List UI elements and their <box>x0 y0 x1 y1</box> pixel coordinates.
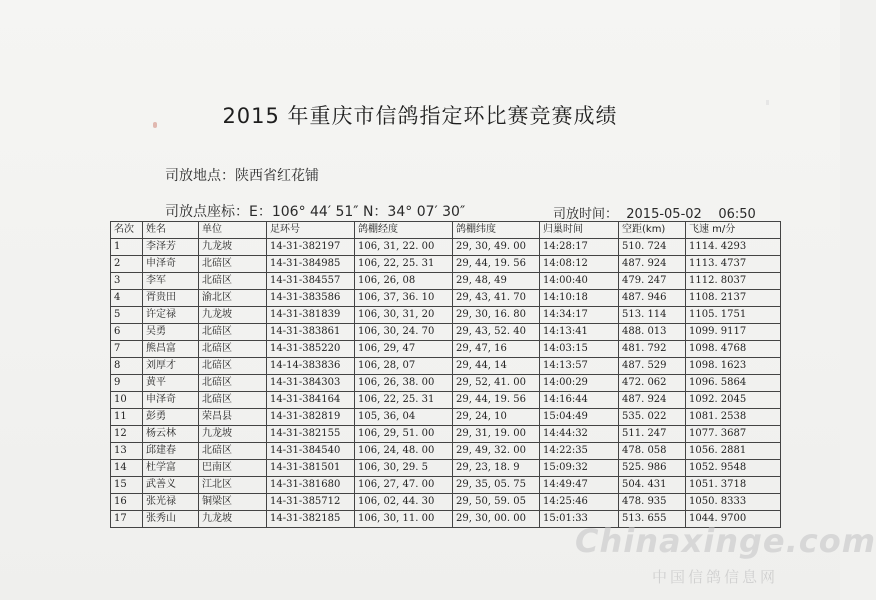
cell-unit: 北碚区 <box>199 375 267 392</box>
cell-speed: 1096. 5864 <box>686 375 781 392</box>
cell-unit: 江北区 <box>199 477 267 494</box>
cell-unit: 铜梁区 <box>199 494 267 511</box>
table-row <box>111 290 781 307</box>
cell-unit: 九龙坡 <box>199 307 267 324</box>
cell-loft-latitude: 29, 49, 32. 00 <box>453 443 540 460</box>
cell-speed: 1099. 9117 <box>686 324 781 341</box>
cell-arrival-time: 14:22:35 <box>540 443 619 460</box>
cell-rank: 2 <box>111 256 143 273</box>
header-speed: 飞速 m/分 <box>686 222 781 239</box>
cell-speed: 1108. 2137 <box>686 290 781 307</box>
cell-rank: 11 <box>111 409 143 426</box>
cell-rank: 1 <box>111 239 143 256</box>
cell-distance: 479. 247 <box>619 273 686 290</box>
cell-name: 胥贵田 <box>143 290 199 307</box>
cell-speed: 1114. 4293 <box>686 239 781 256</box>
cell-distance: 535. 022 <box>619 409 686 426</box>
cell-ring-number: 14-31-382185 <box>267 511 355 528</box>
cell-ring-number: 14-31-381680 <box>267 477 355 494</box>
cell-name: 吴勇 <box>143 324 199 341</box>
cell-loft-longitude: 106, 22, 25. 31 <box>355 256 453 273</box>
cell-arrival-time: 14:49:47 <box>540 477 619 494</box>
cell-name: 黄平 <box>143 375 199 392</box>
cell-speed: 1098. 1623 <box>686 358 781 375</box>
cell-loft-latitude: 29, 52, 41. 00 <box>453 375 540 392</box>
cell-arrival-time: 14:03:15 <box>540 341 619 358</box>
table-row <box>111 494 781 511</box>
cell-loft-longitude: 106, 24, 48. 00 <box>355 443 453 460</box>
table-row <box>111 256 781 273</box>
header-rank: 名次 <box>111 222 143 239</box>
document-title: 2015 年重庆市信鸽指定环比赛竞赛成绩 <box>222 104 618 128</box>
cell-speed: 1044. 9700 <box>686 511 781 528</box>
cell-arrival-time: 15:04:49 <box>540 409 619 426</box>
watermark-chinese: 中国信鸽信息网 <box>652 568 779 586</box>
cell-arrival-time: 14:25:46 <box>540 494 619 511</box>
cell-distance: 487. 946 <box>619 290 686 307</box>
cell-loft-longitude: 106, 02, 44. 30 <box>355 494 453 511</box>
table-row <box>111 375 781 392</box>
cell-loft-longitude: 106, 29, 51. 00 <box>355 426 453 443</box>
cell-arrival-time: 14:13:57 <box>540 358 619 375</box>
cell-unit: 北碚区 <box>199 256 267 273</box>
cell-name: 杨云林 <box>143 426 199 443</box>
results-table <box>110 221 781 528</box>
cell-loft-longitude: 106, 31, 22. 00 <box>355 239 453 256</box>
cell-distance: 525. 986 <box>619 460 686 477</box>
cell-unit: 北碚区 <box>199 392 267 409</box>
header-distance: 空距(km) <box>619 222 686 239</box>
cell-rank: 12 <box>111 426 143 443</box>
cell-name: 许定禄 <box>143 307 199 324</box>
cell-unit: 北碚区 <box>199 273 267 290</box>
cell-name: 张秀山 <box>143 511 199 528</box>
cell-arrival-time: 14:00:29 <box>540 375 619 392</box>
watermark: Chinaxinge.com <box>575 522 876 560</box>
table-row <box>111 358 781 375</box>
cell-rank: 5 <box>111 307 143 324</box>
table-row <box>111 477 781 494</box>
cell-name: 邱建春 <box>143 443 199 460</box>
cell-name: 张光禄 <box>143 494 199 511</box>
cell-distance: 511. 247 <box>619 426 686 443</box>
cell-rank: 7 <box>111 341 143 358</box>
cell-speed: 1056. 2881 <box>686 443 781 460</box>
cell-loft-longitude: 106, 26, 38. 00 <box>355 375 453 392</box>
cell-name: 熊昌富 <box>143 341 199 358</box>
cell-name: 李泽芳 <box>143 239 199 256</box>
table-row <box>111 239 781 256</box>
cell-distance: 472. 062 <box>619 375 686 392</box>
cell-loft-latitude: 29, 30, 16. 80 <box>453 307 540 324</box>
cell-rank: 16 <box>111 494 143 511</box>
cell-loft-latitude: 29, 30, 49. 00 <box>453 239 540 256</box>
cell-unit: 荣昌县 <box>199 409 267 426</box>
cell-name: 杜学富 <box>143 460 199 477</box>
cell-loft-longitude: 106, 30, 24. 70 <box>355 324 453 341</box>
cell-distance: 478. 058 <box>619 443 686 460</box>
cell-loft-latitude: 29, 44, 19. 56 <box>453 256 540 273</box>
cell-ring-number: 14-31-384303 <box>267 375 355 392</box>
cell-loft-longitude: 106, 30, 11. 00 <box>355 511 453 528</box>
cell-loft-longitude: 106, 30, 31, 20 <box>355 307 453 324</box>
cell-speed: 1112. 8037 <box>686 273 781 290</box>
cell-name: 武善义 <box>143 477 199 494</box>
cell-name: 申泽奇 <box>143 392 199 409</box>
cell-ring-number: 14-31-384164 <box>267 392 355 409</box>
table-row <box>111 273 781 290</box>
cell-ring-number: 14-31-385712 <box>267 494 355 511</box>
cell-ring-number: 14-14-383836 <box>267 358 355 375</box>
header-loft-latitude: 鸽棚纬度 <box>453 222 540 239</box>
cell-loft-longitude: 106, 26, 08 <box>355 273 453 290</box>
header-arrival-time: 归巢时间 <box>540 222 619 239</box>
cell-ring-number: 14-31-384540 <box>267 443 355 460</box>
cell-rank: 10 <box>111 392 143 409</box>
cell-arrival-time: 14:44:32 <box>540 426 619 443</box>
cell-loft-longitude: 106, 29, 47 <box>355 341 453 358</box>
cell-arrival-time: 14:08:12 <box>540 256 619 273</box>
cell-ring-number: 14-31-382155 <box>267 426 355 443</box>
cell-speed: 1077. 3687 <box>686 426 781 443</box>
cell-loft-latitude: 29, 24, 10 <box>453 409 540 426</box>
release-coordinates: 司放点座标：E：106° 44′ 51″ N：34° 07′ 30″ <box>165 204 466 220</box>
cell-loft-longitude: 105, 36, 04 <box>355 409 453 426</box>
cell-arrival-time: 15:09:32 <box>540 460 619 477</box>
cell-distance: 510. 724 <box>619 239 686 256</box>
cell-loft-latitude: 29, 30, 00. 00 <box>453 511 540 528</box>
cell-arrival-time: 15:01:33 <box>540 511 619 528</box>
cell-unit: 北碚区 <box>199 341 267 358</box>
cell-unit: 北碚区 <box>199 443 267 460</box>
cell-name: 刘厚才 <box>143 358 199 375</box>
cell-speed: 1052. 9548 <box>686 460 781 477</box>
cell-loft-latitude: 29, 35, 05. 75 <box>453 477 540 494</box>
cell-loft-longitude: 106, 37, 36. 10 <box>355 290 453 307</box>
table-row <box>111 426 781 443</box>
cell-distance: 487. 924 <box>619 256 686 273</box>
cell-ring-number: 14-31-384985 <box>267 256 355 273</box>
table-header-row <box>111 222 781 239</box>
cell-loft-longitude: 106, 27, 47. 00 <box>355 477 453 494</box>
cell-ring-number: 14-31-384557 <box>267 273 355 290</box>
cell-rank: 13 <box>111 443 143 460</box>
cell-unit: 巴南区 <box>199 460 267 477</box>
table-row <box>111 307 781 324</box>
cell-arrival-time: 14:28:17 <box>540 239 619 256</box>
cell-loft-latitude: 29, 44, 14 <box>453 358 540 375</box>
header-ring-number: 足环号 <box>267 222 355 239</box>
release-place: 司放地点：陕西省红花铺 <box>165 168 319 184</box>
table-body <box>111 239 781 528</box>
cell-distance: 487. 924 <box>619 392 686 409</box>
cell-rank: 6 <box>111 324 143 341</box>
cell-arrival-time: 14:13:41 <box>540 324 619 341</box>
cell-speed: 1105. 1751 <box>686 307 781 324</box>
cell-rank: 4 <box>111 290 143 307</box>
cell-unit: 北碚区 <box>199 358 267 375</box>
cell-ring-number: 14-31-383586 <box>267 290 355 307</box>
release-time: 司放时间： 2015-05-02 06:50 <box>553 207 756 222</box>
cell-rank: 9 <box>111 375 143 392</box>
cell-loft-latitude: 29, 31, 19. 00 <box>453 426 540 443</box>
cell-loft-latitude: 29, 43, 41. 70 <box>453 290 540 307</box>
cell-ring-number: 14-31-385220 <box>267 341 355 358</box>
cell-rank: 8 <box>111 358 143 375</box>
cell-ring-number: 14-31-381501 <box>267 460 355 477</box>
cell-name: 申泽奇 <box>143 256 199 273</box>
cell-rank: 15 <box>111 477 143 494</box>
cell-speed: 1092. 2045 <box>686 392 781 409</box>
cell-speed: 1113. 4737 <box>686 256 781 273</box>
cell-speed: 1050. 8333 <box>686 494 781 511</box>
cell-arrival-time: 14:16:44 <box>540 392 619 409</box>
cell-loft-latitude: 29, 43, 52. 40 <box>453 324 540 341</box>
cell-arrival-time: 14:34:17 <box>540 307 619 324</box>
table-row <box>111 324 781 341</box>
cell-rank: 14 <box>111 460 143 477</box>
cell-distance: 487. 529 <box>619 358 686 375</box>
cell-distance: 504. 431 <box>619 477 686 494</box>
table-row <box>111 443 781 460</box>
cell-rank: 17 <box>111 511 143 528</box>
cell-distance: 513. 114 <box>619 307 686 324</box>
cell-unit: 九龙坡 <box>199 239 267 256</box>
cell-loft-latitude: 29, 50, 59. 05 <box>453 494 540 511</box>
cell-ring-number: 14-31-382197 <box>267 239 355 256</box>
cell-loft-latitude: 29, 44, 19. 56 <box>453 392 540 409</box>
cell-loft-latitude: 29, 48, 49 <box>453 273 540 290</box>
header-unit: 单位 <box>199 222 267 239</box>
cell-unit: 渝北区 <box>199 290 267 307</box>
cell-distance: 478. 935 <box>619 494 686 511</box>
cell-loft-longitude: 106, 22, 25. 31 <box>355 392 453 409</box>
cell-loft-latitude: 29, 23, 18. 9 <box>453 460 540 477</box>
cell-speed: 1081. 2538 <box>686 409 781 426</box>
cell-loft-longitude: 106, 30, 29. 5 <box>355 460 453 477</box>
cell-distance: 513. 655 <box>619 511 686 528</box>
table-row <box>111 392 781 409</box>
header-name: 姓名 <box>143 222 199 239</box>
cell-ring-number: 14-31-382819 <box>267 409 355 426</box>
cell-loft-latitude: 29, 47, 16 <box>453 341 540 358</box>
cell-rank: 3 <box>111 273 143 290</box>
cell-speed: 1098. 4768 <box>686 341 781 358</box>
cell-speed: 1051. 3718 <box>686 477 781 494</box>
cell-unit: 九龙坡 <box>199 511 267 528</box>
table-row <box>111 341 781 358</box>
cell-arrival-time: 14:00:40 <box>540 273 619 290</box>
table-row <box>111 409 781 426</box>
cell-loft-longitude: 106, 28, 07 <box>355 358 453 375</box>
cell-unit: 北碚区 <box>199 324 267 341</box>
table-row <box>111 460 781 477</box>
cell-name: 李军 <box>143 273 199 290</box>
cell-distance: 481. 792 <box>619 341 686 358</box>
cell-arrival-time: 14:10:18 <box>540 290 619 307</box>
header-loft-longitude: 鸽棚经度 <box>355 222 453 239</box>
cell-distance: 488. 013 <box>619 324 686 341</box>
cell-name: 彭勇 <box>143 409 199 426</box>
cell-ring-number: 14-31-381839 <box>267 307 355 324</box>
cell-ring-number: 14-31-383861 <box>267 324 355 341</box>
cell-unit: 九龙坡 <box>199 426 267 443</box>
